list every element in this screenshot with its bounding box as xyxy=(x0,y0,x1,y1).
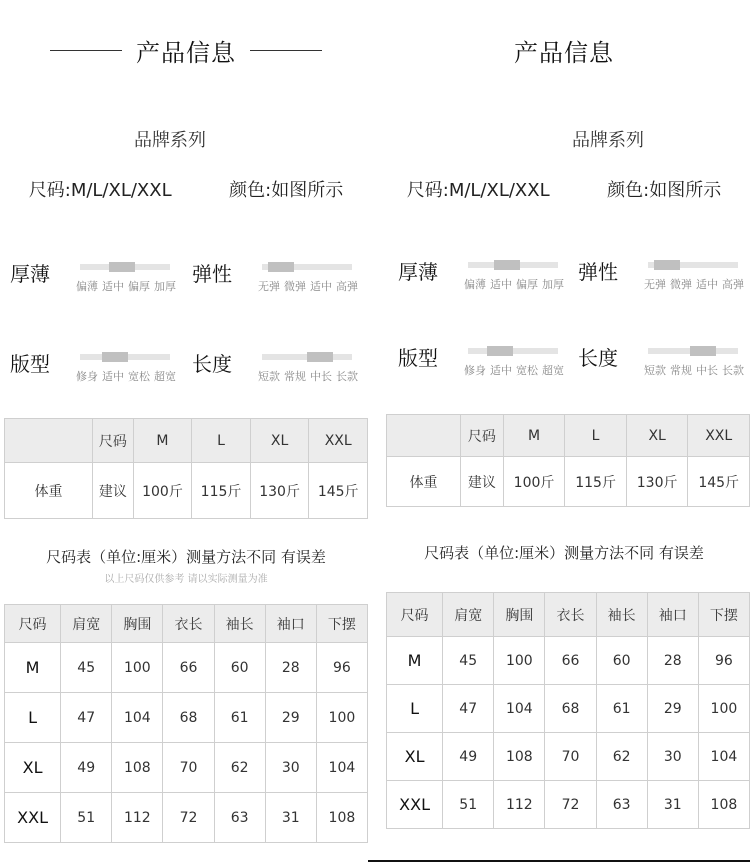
table-cell: 72 xyxy=(545,781,596,829)
info-row xyxy=(0,176,372,202)
size-table-title: 尺码表（单位:厘米）测量方法不同 有误差 xyxy=(46,548,326,566)
attribute-length xyxy=(182,340,358,400)
table-cell: 51 xyxy=(61,793,112,843)
table-cell: 建议 xyxy=(461,457,504,507)
table-cell: 31 xyxy=(265,793,316,843)
table-row xyxy=(5,693,368,743)
option: 短款 xyxy=(644,364,666,377)
table-row xyxy=(387,781,750,829)
option: 修身 xyxy=(464,364,486,377)
table-row xyxy=(5,793,368,843)
table-cell: 100 xyxy=(494,637,545,685)
table-header: 袖长 xyxy=(596,593,647,637)
attribute-options xyxy=(644,362,744,378)
table-header-row xyxy=(5,419,368,463)
attribute-marker xyxy=(102,352,128,362)
table-cell: 104 xyxy=(112,693,163,743)
table-cell: 28 xyxy=(647,637,698,685)
weight-table xyxy=(4,418,368,519)
table-cell: 100 xyxy=(112,643,163,693)
attribute-label: 版型 xyxy=(10,352,50,376)
attribute-marker xyxy=(307,352,333,362)
table-cell: M xyxy=(387,637,443,685)
attribute-marker xyxy=(494,260,520,270)
table-cell: 体重 xyxy=(387,457,461,507)
table-cell: 45 xyxy=(61,643,112,693)
attribute-length xyxy=(568,334,744,394)
attribute-options xyxy=(76,368,176,384)
attribute-options xyxy=(464,276,564,292)
table-cell: XXL xyxy=(5,793,61,843)
table-cell: 29 xyxy=(265,693,316,743)
option: 修身 xyxy=(76,370,98,383)
table-cell: 130斤 xyxy=(626,457,688,507)
attribute-options xyxy=(76,278,176,294)
table-cell: 72 xyxy=(163,793,214,843)
table-cell: 45 xyxy=(443,637,494,685)
table-header: XXL xyxy=(309,419,368,463)
table-cell: 61 xyxy=(596,685,647,733)
table-row xyxy=(5,643,368,693)
table-cell: 60 xyxy=(596,637,647,685)
table-cell: 145斤 xyxy=(309,463,368,519)
table-cell: 62 xyxy=(596,733,647,781)
table-header: M xyxy=(133,419,192,463)
option: 超宽 xyxy=(542,364,564,377)
attribute-options xyxy=(464,362,564,378)
option: 偏厚 xyxy=(516,278,538,291)
attribute-fit xyxy=(0,340,176,400)
option: 适中 xyxy=(102,280,124,293)
table-row xyxy=(5,463,368,519)
table-cell: 31 xyxy=(647,781,698,829)
table-cell: 68 xyxy=(163,693,214,743)
attribute-label: 长度 xyxy=(578,346,618,370)
table-header: 尺码 xyxy=(93,419,134,463)
table-cell: 104 xyxy=(316,743,367,793)
table-cell: 104 xyxy=(698,733,749,781)
table-cell: 115斤 xyxy=(565,457,627,507)
table-cell: 104 xyxy=(494,685,545,733)
bottom-divider xyxy=(368,860,750,862)
table-header-row xyxy=(5,605,368,643)
table-cell: 60 xyxy=(214,643,265,693)
table-cell: L xyxy=(387,685,443,733)
table-cell: 100斤 xyxy=(503,457,565,507)
option: 常规 xyxy=(284,370,306,383)
table-header: M xyxy=(503,415,565,457)
title-row xyxy=(378,30,750,70)
weight-table xyxy=(386,414,750,507)
attribute-label: 厚薄 xyxy=(398,260,438,284)
option: 适中 xyxy=(490,364,512,377)
attribute-label: 版型 xyxy=(398,346,438,370)
table-cell: 51 xyxy=(443,781,494,829)
option: 适中 xyxy=(102,370,124,383)
attribute-label: 厚薄 xyxy=(10,262,50,286)
table-cell: XL xyxy=(387,733,443,781)
table-cell: L xyxy=(5,693,61,743)
table-cell: 49 xyxy=(61,743,112,793)
table-header: XL xyxy=(250,419,309,463)
size-table xyxy=(4,604,368,843)
option: 常规 xyxy=(670,364,692,377)
table-cell: 29 xyxy=(647,685,698,733)
right-panel xyxy=(378,0,750,866)
option: 无弹 xyxy=(258,280,280,293)
table-header xyxy=(387,415,461,457)
table-header: XXL xyxy=(688,415,750,457)
attribute-label: 长度 xyxy=(192,352,232,376)
option: 长款 xyxy=(336,370,358,383)
table-cell: 49 xyxy=(443,733,494,781)
table-header xyxy=(5,419,93,463)
table-cell: 115斤 xyxy=(192,463,251,519)
table-header: XL xyxy=(626,415,688,457)
table-cell: 112 xyxy=(494,781,545,829)
option: 宽松 xyxy=(516,364,538,377)
table-header: 肩宽 xyxy=(443,593,494,637)
attribute-options xyxy=(258,368,358,384)
table-cell: 100斤 xyxy=(133,463,192,519)
table-header: 下摆 xyxy=(698,593,749,637)
table-cell: 30 xyxy=(647,733,698,781)
table-header-row xyxy=(387,593,750,637)
table-cell: 70 xyxy=(545,733,596,781)
attribute-marker xyxy=(690,346,716,356)
page-title: 产品信息 xyxy=(136,38,236,67)
table-header: 尺码 xyxy=(5,605,61,643)
table-row xyxy=(387,457,750,507)
table-cell: 体重 xyxy=(5,463,93,519)
option: 中长 xyxy=(696,364,718,377)
table-cell: 66 xyxy=(163,643,214,693)
table-row xyxy=(387,733,750,781)
option: 微弹 xyxy=(284,280,306,293)
table-cell: 145斤 xyxy=(688,457,750,507)
attribute-label: 弹性 xyxy=(578,260,618,284)
attribute-fit xyxy=(388,334,564,394)
option: 宽松 xyxy=(128,370,150,383)
color-info: 颜色:如图所示 xyxy=(607,180,722,201)
brand-label: 品牌系列 xyxy=(572,130,644,151)
table-header: 胸围 xyxy=(112,605,163,643)
attribute-marker xyxy=(654,260,680,270)
table-cell: XXL xyxy=(387,781,443,829)
table-cell: 108 xyxy=(112,743,163,793)
table-cell: M xyxy=(5,643,61,693)
table-cell: XL xyxy=(5,743,61,793)
option: 中长 xyxy=(310,370,332,383)
table-row xyxy=(387,685,750,733)
table-cell: 70 xyxy=(163,743,214,793)
table-header: 尺码 xyxy=(461,415,504,457)
table-header: 袖口 xyxy=(647,593,698,637)
table-cell: 96 xyxy=(698,637,749,685)
option: 适中 xyxy=(490,278,512,291)
table-cell: 66 xyxy=(545,637,596,685)
table-row xyxy=(5,743,368,793)
option: 超宽 xyxy=(154,370,176,383)
table-header: 衣长 xyxy=(545,593,596,637)
option: 偏厚 xyxy=(128,280,150,293)
size-table xyxy=(386,592,750,829)
attribute-marker xyxy=(487,346,513,356)
color-info: 颜色:如图所示 xyxy=(229,180,344,201)
table-cell: 62 xyxy=(214,743,265,793)
option: 短款 xyxy=(258,370,280,383)
table-cell: 63 xyxy=(596,781,647,829)
option: 长款 xyxy=(722,364,744,377)
table-cell: 96 xyxy=(316,643,367,693)
attribute-label: 弹性 xyxy=(192,262,232,286)
table-cell: 28 xyxy=(265,643,316,693)
table-cell: 47 xyxy=(443,685,494,733)
table-header: 胸围 xyxy=(494,593,545,637)
table-cell: 63 xyxy=(214,793,265,843)
table-header: L xyxy=(192,419,251,463)
title-divider-right xyxy=(250,50,322,51)
table-header-row xyxy=(387,415,750,457)
brand-label: 品牌系列 xyxy=(134,130,206,151)
table-header: 下摆 xyxy=(316,605,367,643)
title-row xyxy=(0,30,372,70)
size-table-title: 尺码表（单位:厘米）测量方法不同 有误差 xyxy=(424,544,704,562)
table-cell: 30 xyxy=(265,743,316,793)
table-cell: 47 xyxy=(61,693,112,743)
table-header: L xyxy=(565,415,627,457)
attribute-elasticity xyxy=(182,250,358,310)
option: 加厚 xyxy=(542,278,564,291)
table-cell: 100 xyxy=(698,685,749,733)
table-cell: 108 xyxy=(698,781,749,829)
table-header: 尺码 xyxy=(387,593,443,637)
table-cell: 108 xyxy=(494,733,545,781)
table-header: 袖长 xyxy=(214,605,265,643)
attribute-elasticity xyxy=(568,248,744,308)
page-title: 产品信息 xyxy=(514,38,614,67)
table-header: 肩宽 xyxy=(61,605,112,643)
table-cell: 130斤 xyxy=(250,463,309,519)
table-cell: 112 xyxy=(112,793,163,843)
attribute-thickness xyxy=(388,248,564,308)
attribute-thickness xyxy=(0,250,176,310)
table-header: 袖口 xyxy=(265,605,316,643)
left-panel xyxy=(0,0,372,866)
option: 适中 xyxy=(696,278,718,291)
option: 高弹 xyxy=(336,280,358,293)
title-divider-left xyxy=(50,50,122,51)
attribute-marker xyxy=(109,262,135,272)
table-cell: 61 xyxy=(214,693,265,743)
table-header: 衣长 xyxy=(163,605,214,643)
attribute-options xyxy=(258,278,358,294)
attribute-marker xyxy=(268,262,294,272)
size-info: 尺码:M/L/XL/XXL xyxy=(28,180,172,201)
size-table-note: 以上尺码仅供参考 请以实际测量为准 xyxy=(104,574,268,585)
option: 微弹 xyxy=(670,278,692,291)
option: 加厚 xyxy=(154,280,176,293)
table-cell: 68 xyxy=(545,685,596,733)
option: 偏薄 xyxy=(464,278,486,291)
table-cell: 108 xyxy=(316,793,367,843)
size-info: 尺码:M/L/XL/XXL xyxy=(406,180,550,201)
option: 高弹 xyxy=(722,278,744,291)
option: 无弹 xyxy=(644,278,666,291)
table-row xyxy=(387,637,750,685)
info-row xyxy=(378,176,750,202)
table-cell: 100 xyxy=(316,693,367,743)
option: 适中 xyxy=(310,280,332,293)
attribute-options xyxy=(644,276,744,292)
option: 偏薄 xyxy=(76,280,98,293)
table-cell: 建议 xyxy=(93,463,134,519)
